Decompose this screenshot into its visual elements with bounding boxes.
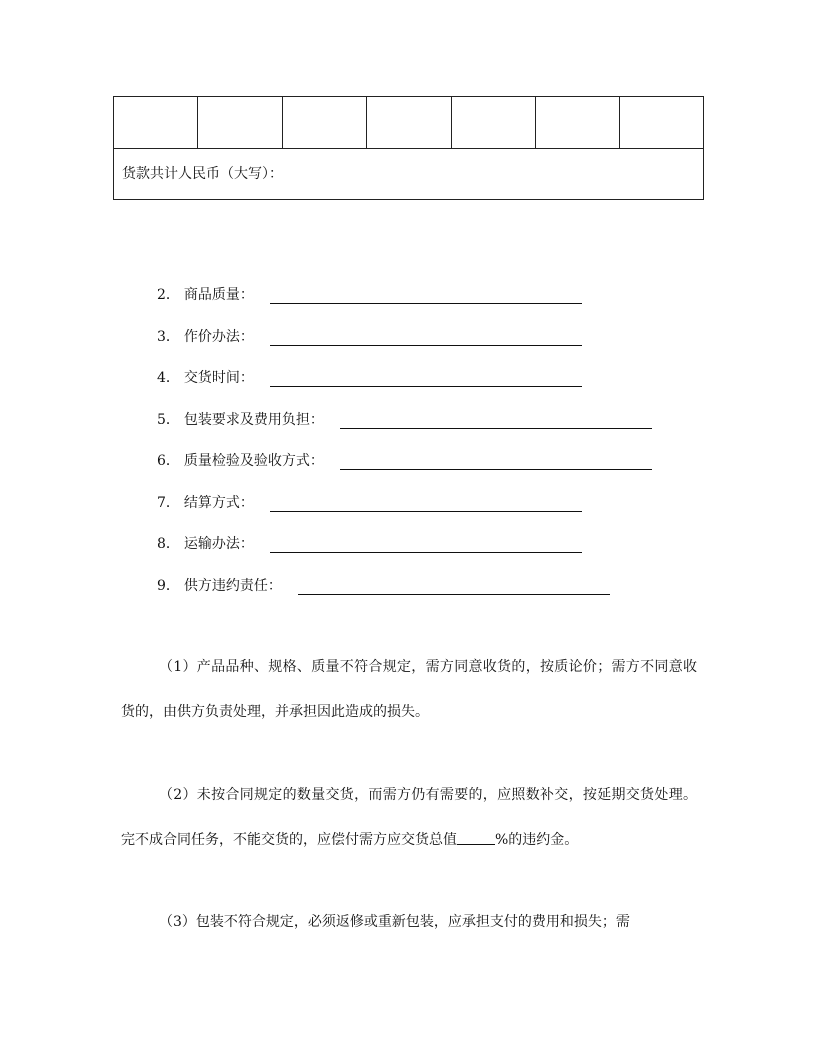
clause-text: %的违约金。 bbox=[495, 832, 579, 848]
total-amount-label: 货款共计人民币（大写）： bbox=[114, 149, 704, 200]
field-number: 5． bbox=[157, 412, 180, 428]
table-cell bbox=[452, 97, 536, 149]
table-total-row bbox=[114, 149, 704, 200]
fill-in-line[interactable] bbox=[270, 538, 582, 553]
field-transport-method bbox=[157, 535, 582, 553]
fill-in-line[interactable] bbox=[270, 497, 582, 512]
fill-in-line[interactable] bbox=[270, 331, 582, 346]
table-cell bbox=[283, 97, 367, 149]
field-packaging-requirements bbox=[157, 411, 652, 429]
field-label: 运输办法： bbox=[183, 536, 254, 552]
field-label: 作价办法： bbox=[183, 329, 254, 345]
field-number: 2． bbox=[157, 287, 180, 303]
goods-table bbox=[113, 96, 704, 200]
clause-text: （2）未按合同规定的数量交货，而需方仍有需要的，应照数补交，按延期交货处理。完不成合同任务，不能交货的，应偿付需方应交货总值 bbox=[121, 787, 697, 848]
table-cell bbox=[198, 97, 283, 149]
field-pricing-method bbox=[157, 328, 582, 346]
field-supplier-liability bbox=[157, 577, 610, 595]
fill-in-line[interactable] bbox=[270, 372, 582, 387]
field-number: 9． bbox=[157, 578, 180, 594]
field-product-quality bbox=[157, 286, 582, 304]
clause-paragraph-1: （1）产品品种、规格、质量不符合规定，需方同意收货的，按质论价；需方不同意收货的，由供方负责处理，并承担因此造成的损失。 bbox=[121, 659, 697, 720]
fill-in-line[interactable] bbox=[340, 414, 652, 429]
table-cell bbox=[620, 97, 704, 149]
table-cell bbox=[367, 97, 452, 149]
penalty-percent-blank[interactable] bbox=[457, 830, 495, 845]
fill-in-line[interactable] bbox=[298, 580, 610, 595]
field-quality-inspection bbox=[157, 452, 652, 470]
clause-paragraph-3: （3）包装不符合规定，必须返修或重新包装，应承担支付的费用和损失；需 bbox=[159, 914, 630, 930]
field-number: 7． bbox=[157, 495, 180, 511]
field-label: 结算方式： bbox=[183, 495, 254, 511]
field-label: 质量检验及验收方式： bbox=[183, 453, 324, 469]
fill-in-line[interactable] bbox=[270, 289, 582, 304]
field-number: 6． bbox=[157, 453, 180, 469]
field-label: 包装要求及费用负担： bbox=[183, 412, 324, 428]
table-cell bbox=[114, 97, 198, 149]
field-number: 4． bbox=[157, 370, 180, 386]
table-row bbox=[114, 97, 704, 149]
field-delivery-time bbox=[157, 369, 582, 387]
field-label: 供方违约责任： bbox=[183, 578, 282, 594]
field-number: 3． bbox=[157, 329, 180, 345]
clause-paragraph-2 bbox=[121, 773, 697, 863]
field-label: 交货时间： bbox=[183, 370, 254, 386]
fill-in-line[interactable] bbox=[340, 455, 652, 470]
field-settlement-method bbox=[157, 494, 582, 512]
field-number: 8． bbox=[157, 536, 180, 552]
field-label: 商品质量： bbox=[183, 287, 254, 303]
table-cell bbox=[536, 97, 620, 149]
